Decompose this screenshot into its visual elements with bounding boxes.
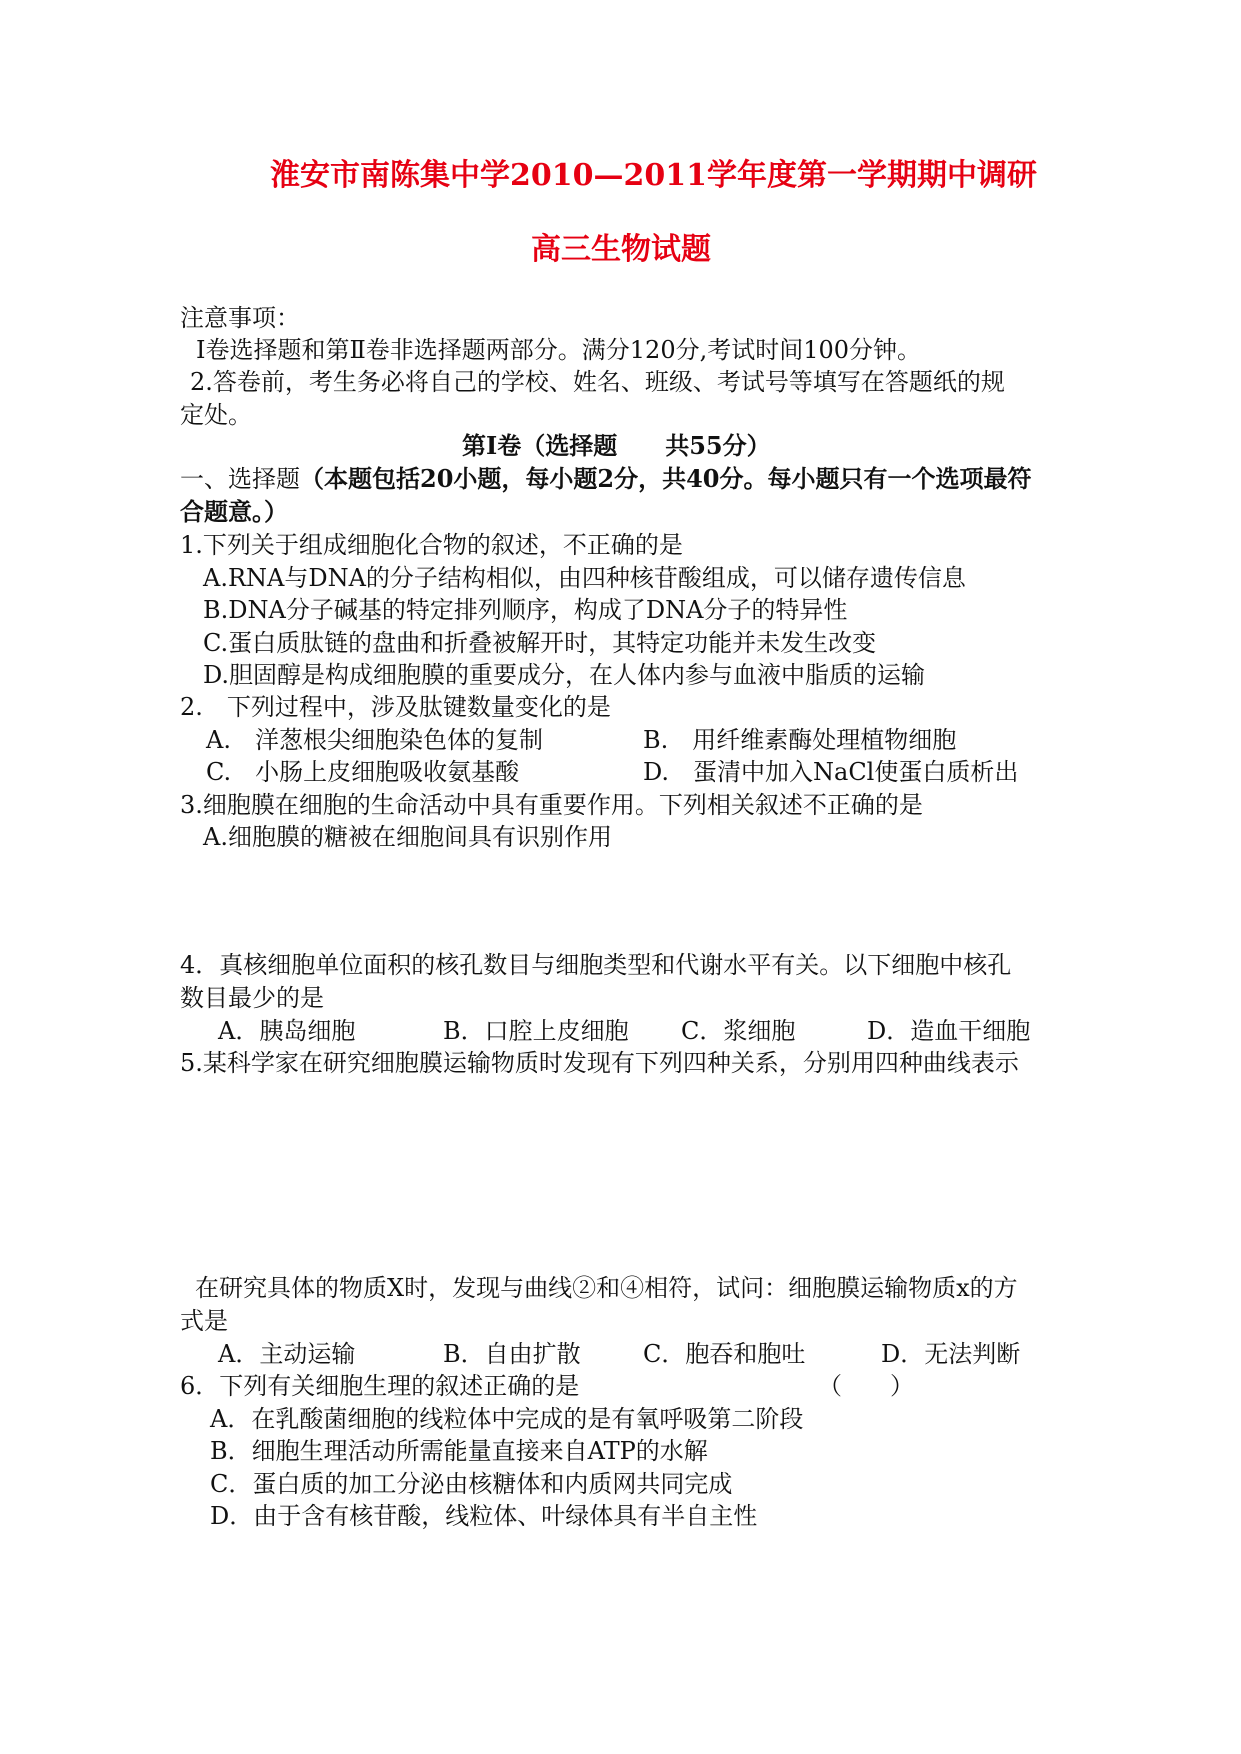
- q2-option-b: B. 用纤维素酶处理植物细胞: [643, 726, 957, 754]
- q5-option-a: A．主动运输: [218, 1340, 356, 1368]
- q2-option-c: C. 小肠上皮细胞吸收氨基酸: [206, 758, 520, 786]
- section-1-instructions-line-1: [180, 464, 1032, 494]
- q5-option-b: B．自由扩散: [443, 1340, 581, 1368]
- q5-continuation-line-1: 在研究具体的物质X时，发现与曲线②和④相符，试问：细胞膜运输物质x的方: [195, 1274, 1018, 1302]
- q6-option-b: B．细胞生理活动所需能量直接来自ATP的水解: [210, 1437, 708, 1465]
- q6-option-c: C．蛋白质的加工分泌由核糖体和内质网共同完成: [210, 1470, 733, 1498]
- q4-option-a: A．胰岛细胞: [218, 1017, 356, 1045]
- section-1-instructions-line-2: 合题意。）: [180, 497, 288, 526]
- q2-stem: 2. 下列过程中，涉及肽键数量变化的是: [180, 693, 611, 721]
- q3-option-a: A.细胞膜的糖被在细胞间具有识别作用: [203, 823, 612, 851]
- notes-item-1: Ⅰ卷选择题和第Ⅱ卷非选择题两部分。满分120分,考试时间100分钟。: [196, 336, 922, 364]
- q4-stem-line-1: 4．真核细胞单位面积的核孔数目与细胞类型和代谢水平有关。以下细胞中核孔: [180, 951, 1012, 979]
- q5-continuation-line-2: 式是: [180, 1307, 228, 1335]
- exam-subtitle: 高三生物试题: [531, 232, 711, 267]
- exam-title: 淮安市南陈集中学2010—2011学年度第一学期期中调研: [270, 158, 1037, 193]
- q4-option-b: B．口腔上皮细胞: [443, 1017, 629, 1045]
- q6-answer-blank: （ ）: [818, 1372, 914, 1400]
- q2-option-d: D. 蛋清中加入NaCl使蛋白质析出: [643, 758, 1019, 786]
- section-1-instr-bold: （本题包括20小题，每小题2分，共40分。每小题只有一个选项最符: [300, 464, 1032, 493]
- q6-stem: 6．下列有关细胞生理的叙述正确的是: [180, 1372, 580, 1400]
- q4-option-d: D．造血干细胞: [867, 1017, 1031, 1045]
- q5-option-d: D．无法判断: [881, 1340, 1021, 1368]
- q1-option-b: B.DNA分子碱基的特定排列顺序，构成了DNA分子的特异性: [203, 596, 848, 624]
- q5-option-c: C．胞吞和胞吐: [643, 1340, 806, 1368]
- q1-option-d: D.胆固醇是构成细胞膜的重要成分，在人体内参与血液中脂质的运输: [203, 661, 926, 689]
- notes-item-2-line-2: 定处。: [180, 401, 252, 429]
- q1-option-a: A.RNA与DNA的分子结构相似，由四种核苷酸组成，可以储存遗传信息: [203, 564, 966, 592]
- notes-item-2-line-1: 2.答卷前，考生务必将自己的学校、姓名、班级、考试号等填写在答题纸的规: [190, 368, 1005, 396]
- q4-stem-line-2: 数目最少的是: [180, 984, 324, 1012]
- q3-stem: 3.细胞膜在细胞的生命活动中具有重要作用。下列相关叙述不正确的是: [180, 791, 923, 819]
- q4-option-c: C．浆细胞: [681, 1017, 796, 1045]
- section-1-heading: 第Ⅰ卷（选择题 共55分）: [462, 431, 771, 460]
- q6-option-d: D．由于含有核苷酸，线粒体、叶绿体具有半自主性: [210, 1502, 758, 1530]
- notes-heading: 注意事项：: [180, 304, 300, 332]
- q1-option-c: C.蛋白质肽链的盘曲和折叠被解开时，其特定功能并未发生改变: [203, 629, 877, 657]
- section-1-instr-prefix: 一、选择题: [180, 465, 300, 493]
- q2-option-a: A. 洋葱根尖细胞染色体的复制: [206, 726, 543, 754]
- q5-stem: 5.某科学家在研究细胞膜运输物质时发现有下列四种关系，分别用四种曲线表示: [180, 1049, 1019, 1077]
- q6-option-a: A．在乳酸菌细胞的线粒体中完成的是有氧呼吸第二阶段: [210, 1405, 804, 1433]
- q1-stem: 1.下列关于组成细胞化合物的叙述，不正确的是: [180, 531, 683, 559]
